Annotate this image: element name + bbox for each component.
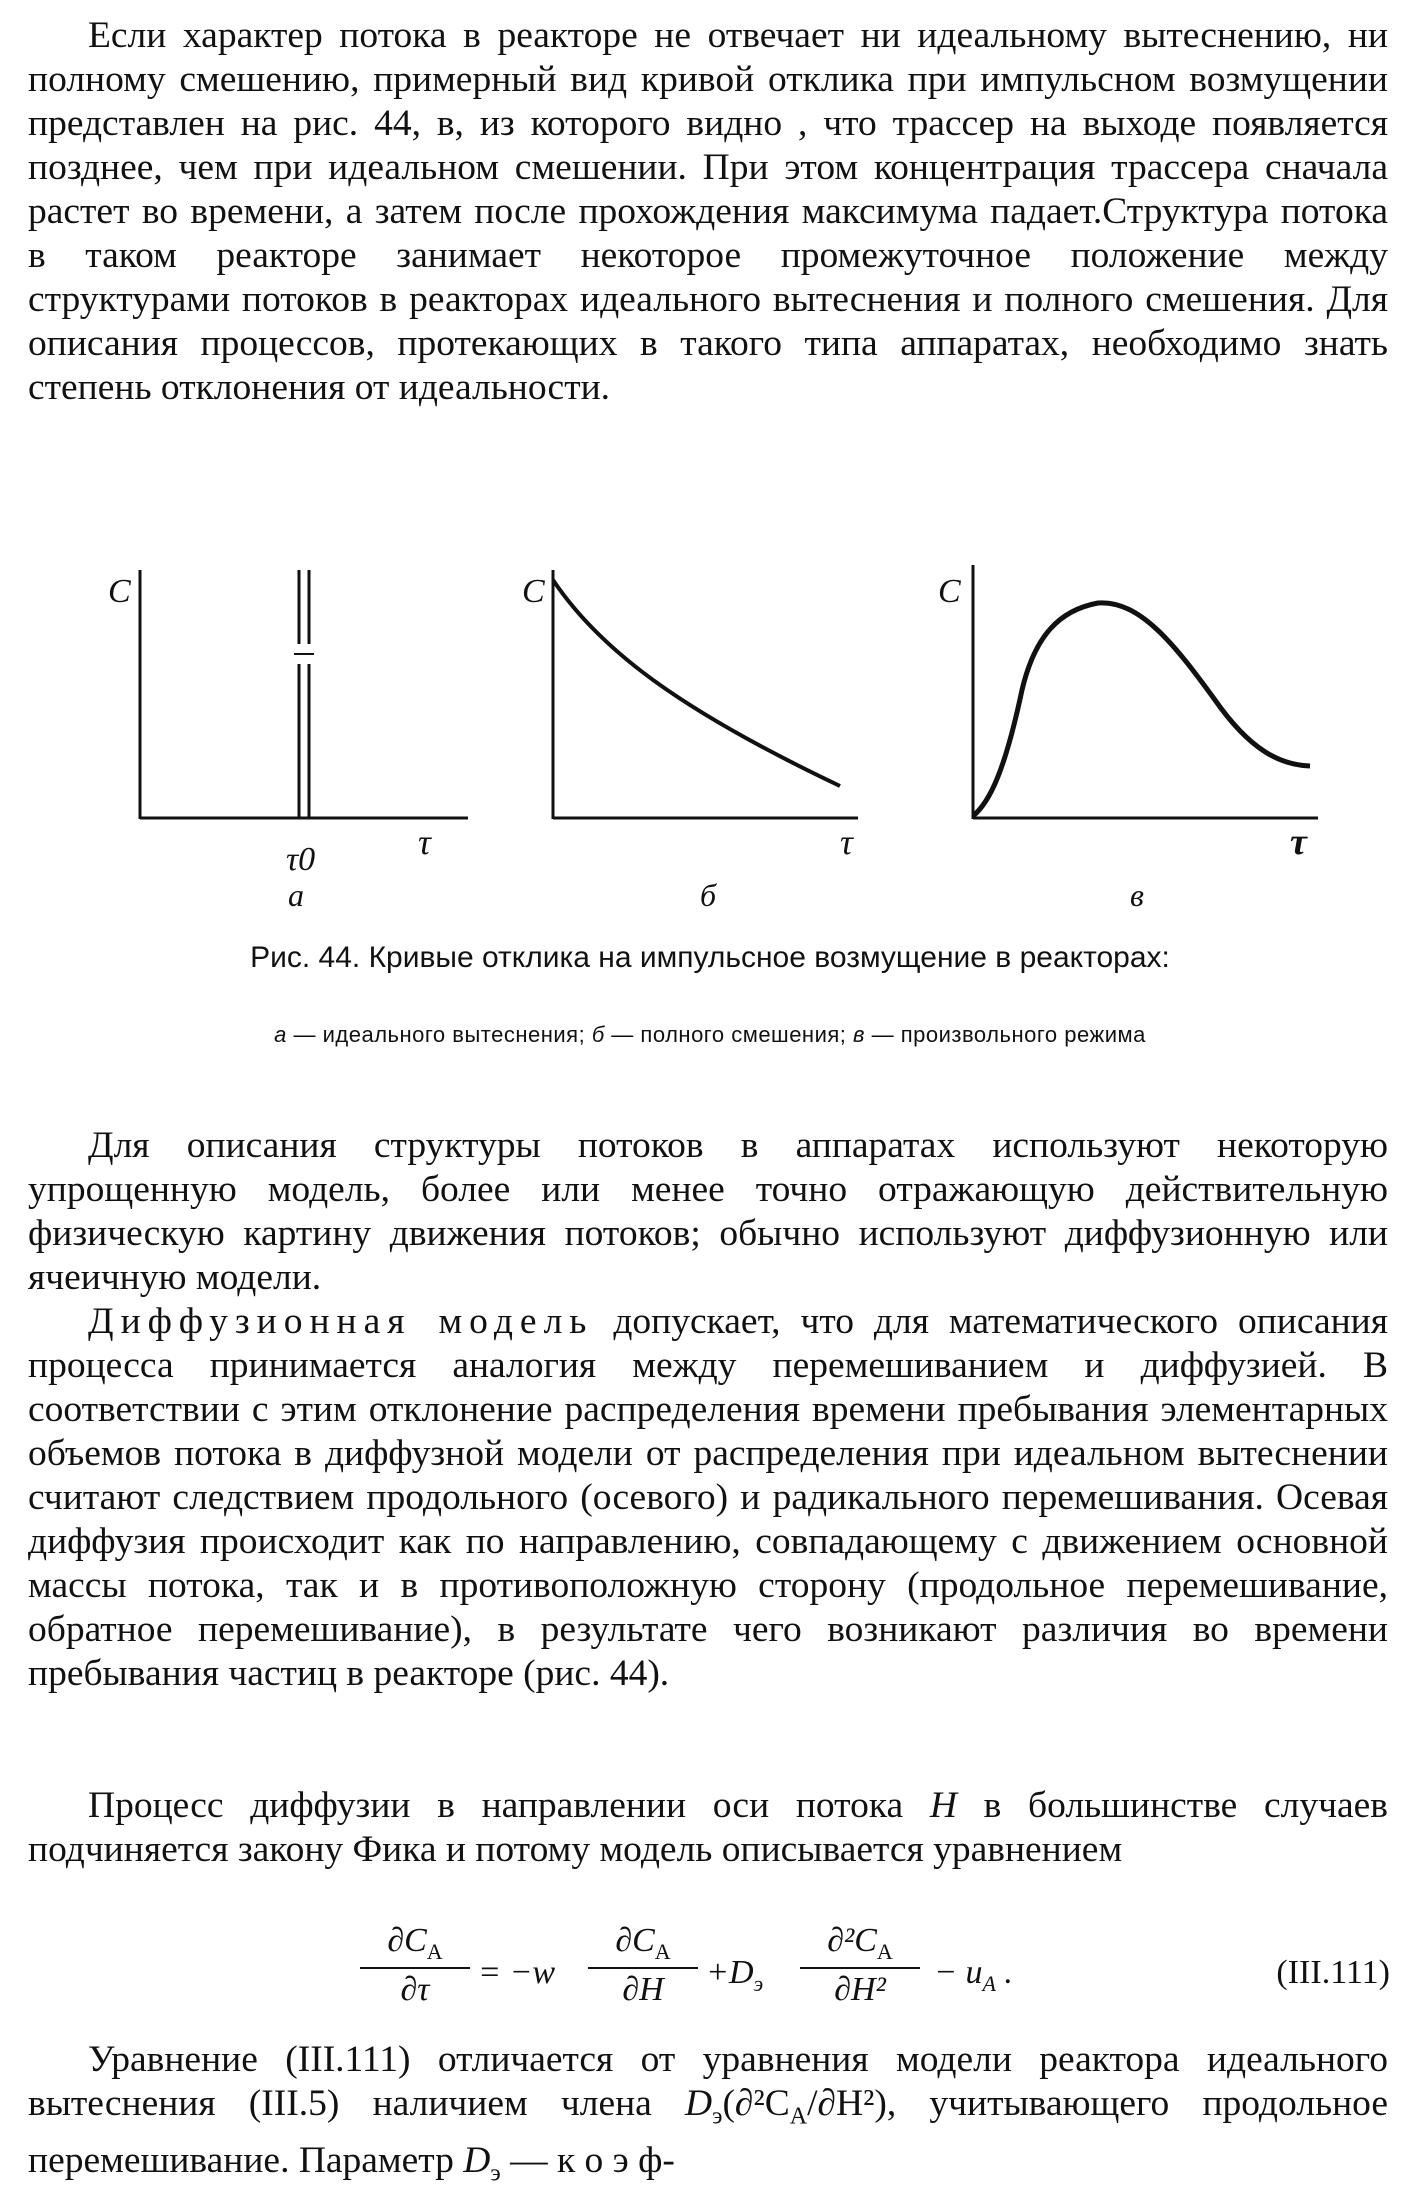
eq-lhs-num-sub: A [426,1938,443,1964]
panel-a-tick-label: τ0 [286,841,316,878]
eq-term1-num-sub: A [654,1938,671,1964]
paragraph-1: Если характер потока в реакторе не отвечает ни идеальному вытеснению, ни полному смешению, примерный вид кривой отклика при импульсном возмущении представлен на рис. 44, в, из которого видно , что трассер на выходе появляется позднее, чем при идеальном смешении. При этом концентрация трассера сначала растет во времени, а затем после прохождения максимума падает.Структура потока в таком реакторе занимает некоторое промежуточное положение между структурами потоков в реакторах идеального вытеснения и полного смешения. Для описания процессов, протекающих в такого типа аппаратах, необходимо знать степень отклонения от идеальности. [28,15,1388,408]
panel-a-letter: а [288,877,304,913]
legend-b-key: б [591,1022,605,1047]
symbol-D-2: D [463,2139,491,2181]
panel-a-y-label: C [108,573,131,610]
paragraph-3-text: допускает, что для математического описания процесса принимается аналогия между перемешиванием и диффузией. В соответствии с этим отклонение распределения времени пребывания элементарных объемов потока в диффузной модели от распределения при идеальном вытеснении считают следствием продольного (осевого) и радикального перемешивания. Осевая диффузия происходит как по направлению, совпадающему с движением основной массы потока, так и в противоположную сторону (продольное перемешивание, обратное перемешивание), в результате чего возникают различия во времени пребывания частиц в реакторе (рис. 44). [28,1301,1388,1694]
figure-44 [0,540,1416,940]
panel-c-x-label: τ [1290,821,1307,863]
legend-b-text: — полного смешения; [604,1022,854,1047]
paragraph-4 [28,1784,1388,1872]
eq-minus-u-text: − u [934,1954,983,1991]
eq-term2-fraction [800,1922,920,2009]
symbol-D-sub: э [712,2103,723,2130]
paragraph-3 [28,1300,1388,1696]
equation-number: (III.111) [1276,1954,1390,1991]
eq-minus-u [934,1954,1013,1997]
legend-c-text: — произвольного режима [865,1022,1146,1047]
panel-b-x-label: τ [840,822,853,862]
eq-dot: . [1004,1954,1013,1991]
legend-a-text: — идеального вытеснения; [286,1022,592,1047]
equation-III-111 [360,1922,1390,2032]
eq-term2-num: ∂²C [827,1922,877,1959]
panel-c-graph [938,565,1318,913]
eq-term1-fraction [588,1922,698,2009]
eq-equals-w: = −w [478,1954,556,1991]
panel-a-x-label: τ [418,822,431,862]
panel-c-y-label: C [938,573,961,610]
paragraph-5-text-b: (∂²C [722,2083,790,2124]
eq-term2-num-sub: A [876,1938,893,1964]
eq-lhs-den: ∂τ [400,1970,430,2008]
figure-legend [160,1022,1260,1048]
eq-lhs-num: ∂C [387,1922,427,1959]
symbol-H: H [929,1785,957,1826]
paragraph-5-text-c: /∂H²), учитывающего продольное перемешивание. Параметр [28,2083,1389,2181]
paragraph-4-text-a: Процесс диффузии в направлении оси потока [88,1785,930,1826]
panel-c-letter: в [1130,877,1144,913]
eq-lhs-fraction [360,1922,470,2009]
paragraph-5-text-a: Уравнение (III.111) отличается от уравнения модели реактора идеального вытеснения (III.5) наличием члена [28,2039,1388,2124]
paragraph-5-text-e: — к о э ф- [500,2139,675,2181]
eq-term1-num: ∂C [615,1922,655,1959]
panel-b-decay-curve [553,580,840,786]
panel-b-graph [522,570,858,913]
eq-plus-D [706,1954,763,1997]
panel-c-response-curve [973,603,1310,816]
symbol-D: D [685,2083,713,2124]
symbol-D-2-sub: э [490,2160,501,2186]
symbol-C-sub: A [789,2103,808,2130]
eq-term1-den: ∂H [622,1970,664,2008]
paragraph-2: Для описания структуры потоков в аппаратах используют некоторую упрощенную модель, более или менее точно отражающую действительную физическую картину движения потоков; обычно используют диффузионную или ячеичную модели. [28,1125,1388,1298]
eq-minus-u-sub: A [982,1970,996,1996]
paragraph-4-text-b: в большинстве случаев подчиняется закону Фика и потому модель описывается уравнением [28,1785,1388,1870]
eq-term2-den: ∂H² [834,1970,886,2008]
figure-caption: Рис. 44. Кривые отклика на импульсное возмущение в реакторах: [250,941,1170,974]
paragraph-5 [28,2038,1388,2195]
legend-a-key: а [274,1022,287,1047]
eq-plus-D-text: +D [706,1954,754,1991]
term-diffusion-model: Диффузионная модель [88,1301,594,1342]
legend-c-key: в [853,1022,865,1047]
figure-44-graphs [0,540,1416,940]
panel-b-y-label: C [522,573,545,610]
panel-a-graph [108,570,468,913]
eq-plus-D-sub: э [753,1970,764,1996]
panel-b-letter: б [700,877,717,913]
